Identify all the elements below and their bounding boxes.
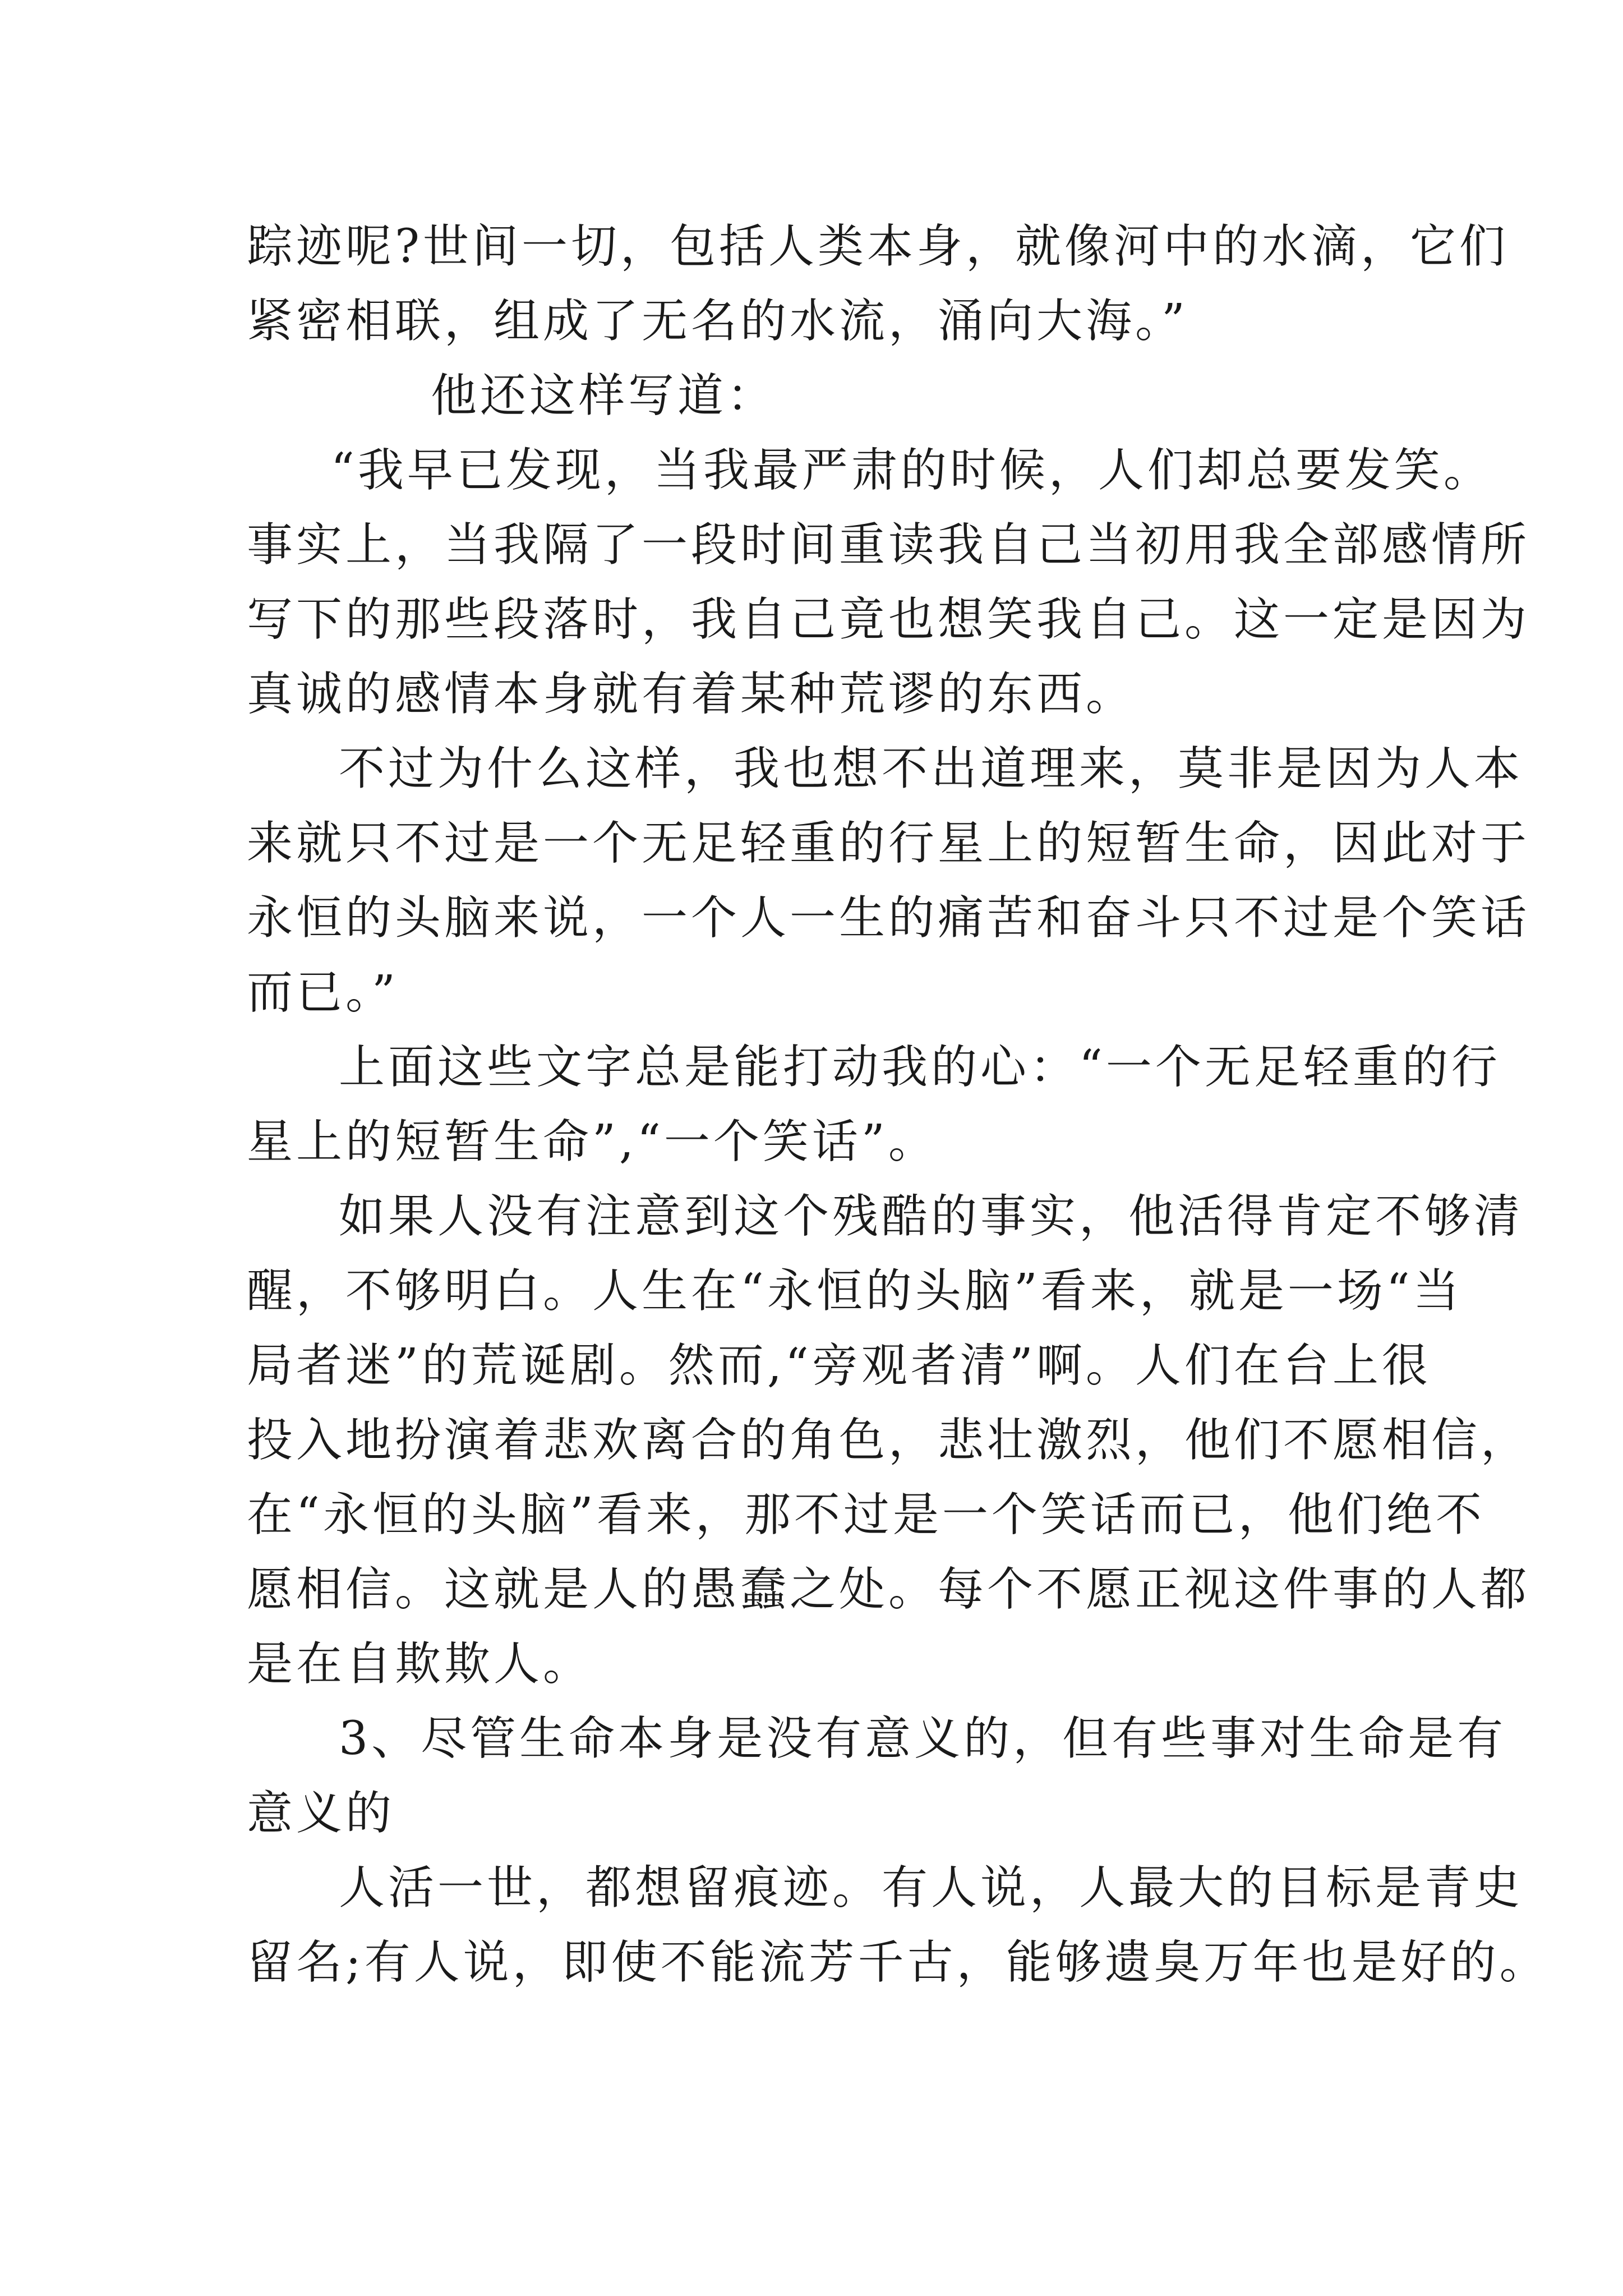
text-line: 星上的短暂生命”,“一个笑话”。	[247, 1115, 938, 1168]
text-line: 投入地扮演着悲欢离合的角色，悲壮激烈，他们不愿相信，	[247, 1414, 1530, 1467]
text-line: 在“永恒的头脑”看来，那不过是一个笑话而已，他们绝不	[247, 1488, 1485, 1542]
text-line: 醒，不够明白。人生在“永恒的头脑”看来，就是一场“当	[247, 1264, 1463, 1318]
text-line: 来就只不过是一个无足轻重的行星上的短暂生命，因此对于	[247, 817, 1530, 870]
text-line: “我早已发现，当我最严肃的时候，人们却总要发笑。	[331, 444, 1493, 497]
text-line: 上面这些文字总是能打动我的心：“一个无足轻重的行	[339, 1041, 1501, 1094]
text-line: 写下的那些段落时，我自己竟也想笑我自己。这一定是因为	[247, 593, 1530, 646]
text-line: 留名;有人说，即使不能流芳千古，能够遗臭万年也是好的。	[247, 1936, 1549, 1989]
text-line: 局者迷”的荒诞剧。然而,“旁观者清”啊。人们在台上很	[247, 1339, 1431, 1392]
text-line: 愿相信。这就是人的愚蠢之处。每个不愿正视这件事的人都	[247, 1563, 1530, 1616]
text-line: 而已。”	[247, 966, 399, 1019]
text-line: 人活一世，都想留痕迹。有人说，人最大的目标是青史	[339, 1861, 1524, 1915]
text-line: 永恒的头脑来说，一个人一生的痛苦和奋斗只不过是个笑话	[247, 891, 1530, 945]
text-line: 3、尽管生命本身是没有意义的，但有些事对生命是有	[339, 1712, 1507, 1765]
text-line: 真诚的感情本身就有着某种荒谬的东西。	[247, 668, 1136, 721]
text-line: 不过为什么这样，我也想不出道理来，莫非是因为人本	[339, 742, 1524, 795]
text-line: 他还这样写道：	[431, 369, 777, 422]
text-line: 是在自欺欺人。	[247, 1637, 593, 1691]
text-line: 事实上，当我隔了一段时间重读我自己当初用我全部感情所	[247, 518, 1530, 572]
text-line: 踪迹呢?世间一切，包括人类本身，就像河中的水滴，它们	[247, 220, 1509, 273]
text-line: 如果人没有注意到这个残酷的事实，他活得肯定不够清	[339, 1190, 1524, 1243]
text-line: 紧密相联，组成了无名的水流，涌向大海。”	[247, 295, 1188, 348]
document-body	[247, 209, 1549, 2000]
text-line: 意义的	[247, 1787, 395, 1840]
